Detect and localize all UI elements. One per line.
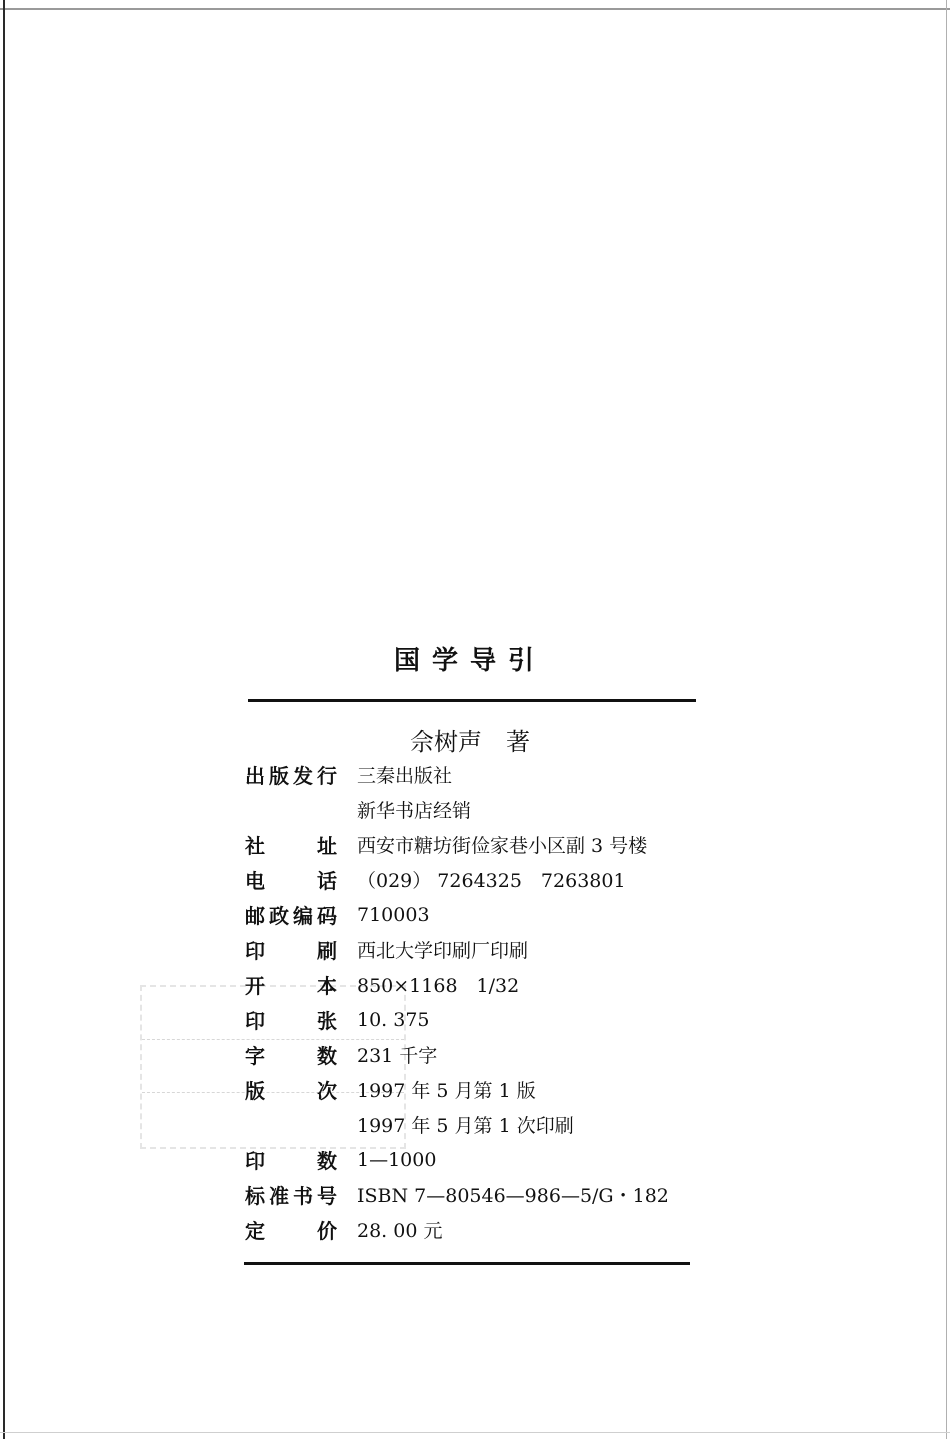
colophon-value: 231 千字 xyxy=(357,1045,438,1067)
colophon-value: 三秦出版社 xyxy=(357,765,453,787)
label-char: 准 xyxy=(269,1184,289,1208)
colophon-label xyxy=(245,1005,337,1034)
colophon-value: 1997 年 5 月第 1 次印刷 xyxy=(357,1115,574,1137)
label-char: 本 xyxy=(317,974,337,998)
label-char: 次 xyxy=(317,1079,337,1103)
scan-frame-top xyxy=(0,8,950,10)
colophon-row xyxy=(245,862,705,897)
colophon-row xyxy=(245,1002,705,1037)
label-char: 出 xyxy=(245,764,265,788)
label-char: 定 xyxy=(245,1219,265,1243)
label-char: 社 xyxy=(245,834,265,858)
label-char: 号 xyxy=(317,1184,337,1208)
label-char: 张 xyxy=(317,1009,337,1033)
label-char: 数 xyxy=(317,1044,337,1068)
label-char: 话 xyxy=(317,869,337,893)
colophon-label xyxy=(245,830,337,859)
top-rule xyxy=(248,699,696,702)
label-char: 印 xyxy=(245,1149,265,1173)
colophon-label xyxy=(245,1040,337,1069)
colophon-value: ISBN 7—80546—986—5/G・182 xyxy=(357,1185,669,1207)
colophon-value: （029） 7264325 7263801 xyxy=(357,870,626,892)
book-title: 国学导引 xyxy=(393,646,546,676)
colophon-row xyxy=(245,1107,705,1142)
bottom-rule xyxy=(244,1262,690,1265)
colophon-row xyxy=(245,1037,705,1072)
label-char: 字 xyxy=(245,1044,265,1068)
label-char: 刷 xyxy=(317,939,337,963)
colophon-label xyxy=(245,970,337,999)
scan-frame-left xyxy=(3,0,5,1439)
colophon-label xyxy=(245,900,337,929)
label-char: 印 xyxy=(245,939,265,963)
author-line: 佘树声 著 xyxy=(410,728,530,756)
colophon-value: 10. 375 xyxy=(357,1008,430,1031)
colophon-value: 西北大学印刷厂印刷 xyxy=(357,940,529,962)
colophon-row xyxy=(245,967,705,1002)
label-char: 行 xyxy=(317,764,337,788)
label-char: 版 xyxy=(245,1079,265,1103)
label-char: 印 xyxy=(245,1009,265,1033)
scan-frame-bottom xyxy=(0,1432,950,1433)
colophon-label xyxy=(245,1215,337,1244)
label-char: 发 xyxy=(293,764,313,788)
colophon-value: 28. 00 元 xyxy=(357,1220,443,1242)
colophon-label xyxy=(245,1145,337,1174)
colophon-value: 1—1000 xyxy=(357,1148,437,1171)
colophon-label xyxy=(245,1075,337,1104)
label-char: 书 xyxy=(293,1184,313,1208)
colophon-row xyxy=(245,792,705,827)
colophon-entries xyxy=(245,757,705,1247)
colophon-label xyxy=(245,865,337,894)
colophon-label xyxy=(245,935,337,964)
scan-frame-right xyxy=(946,0,947,1439)
colophon-value: 1997 年 5 月第 1 版 xyxy=(357,1080,536,1102)
colophon-row xyxy=(245,1142,705,1177)
label-char: 址 xyxy=(317,834,337,858)
label-char: 标 xyxy=(245,1184,265,1208)
label-char: 政 xyxy=(269,904,289,928)
colophon-label xyxy=(245,1180,337,1209)
label-char: 电 xyxy=(245,869,265,893)
colophon-row xyxy=(245,1177,705,1212)
colophon-value: 新华书店经销 xyxy=(357,800,472,822)
label-char: 数 xyxy=(317,1149,337,1173)
colophon-value: 850×1168 1/32 xyxy=(357,975,520,997)
colophon-row xyxy=(245,1212,705,1247)
colophon-value: 710003 xyxy=(357,903,430,926)
label-char: 邮 xyxy=(245,904,265,928)
label-char: 编 xyxy=(293,904,313,928)
colophon-row xyxy=(245,1072,705,1107)
label-char: 码 xyxy=(317,904,337,928)
colophon-row xyxy=(245,897,705,932)
label-char: 版 xyxy=(269,764,289,788)
label-char: 价 xyxy=(317,1219,337,1243)
label-char: 开 xyxy=(245,974,265,998)
colophon-row xyxy=(245,757,705,792)
colophon-row xyxy=(245,932,705,967)
colophon-label xyxy=(245,760,337,789)
colophon-row xyxy=(245,827,705,862)
colophon-value: 西安市糖坊街俭家巷小区副 3 号楼 xyxy=(357,835,648,857)
